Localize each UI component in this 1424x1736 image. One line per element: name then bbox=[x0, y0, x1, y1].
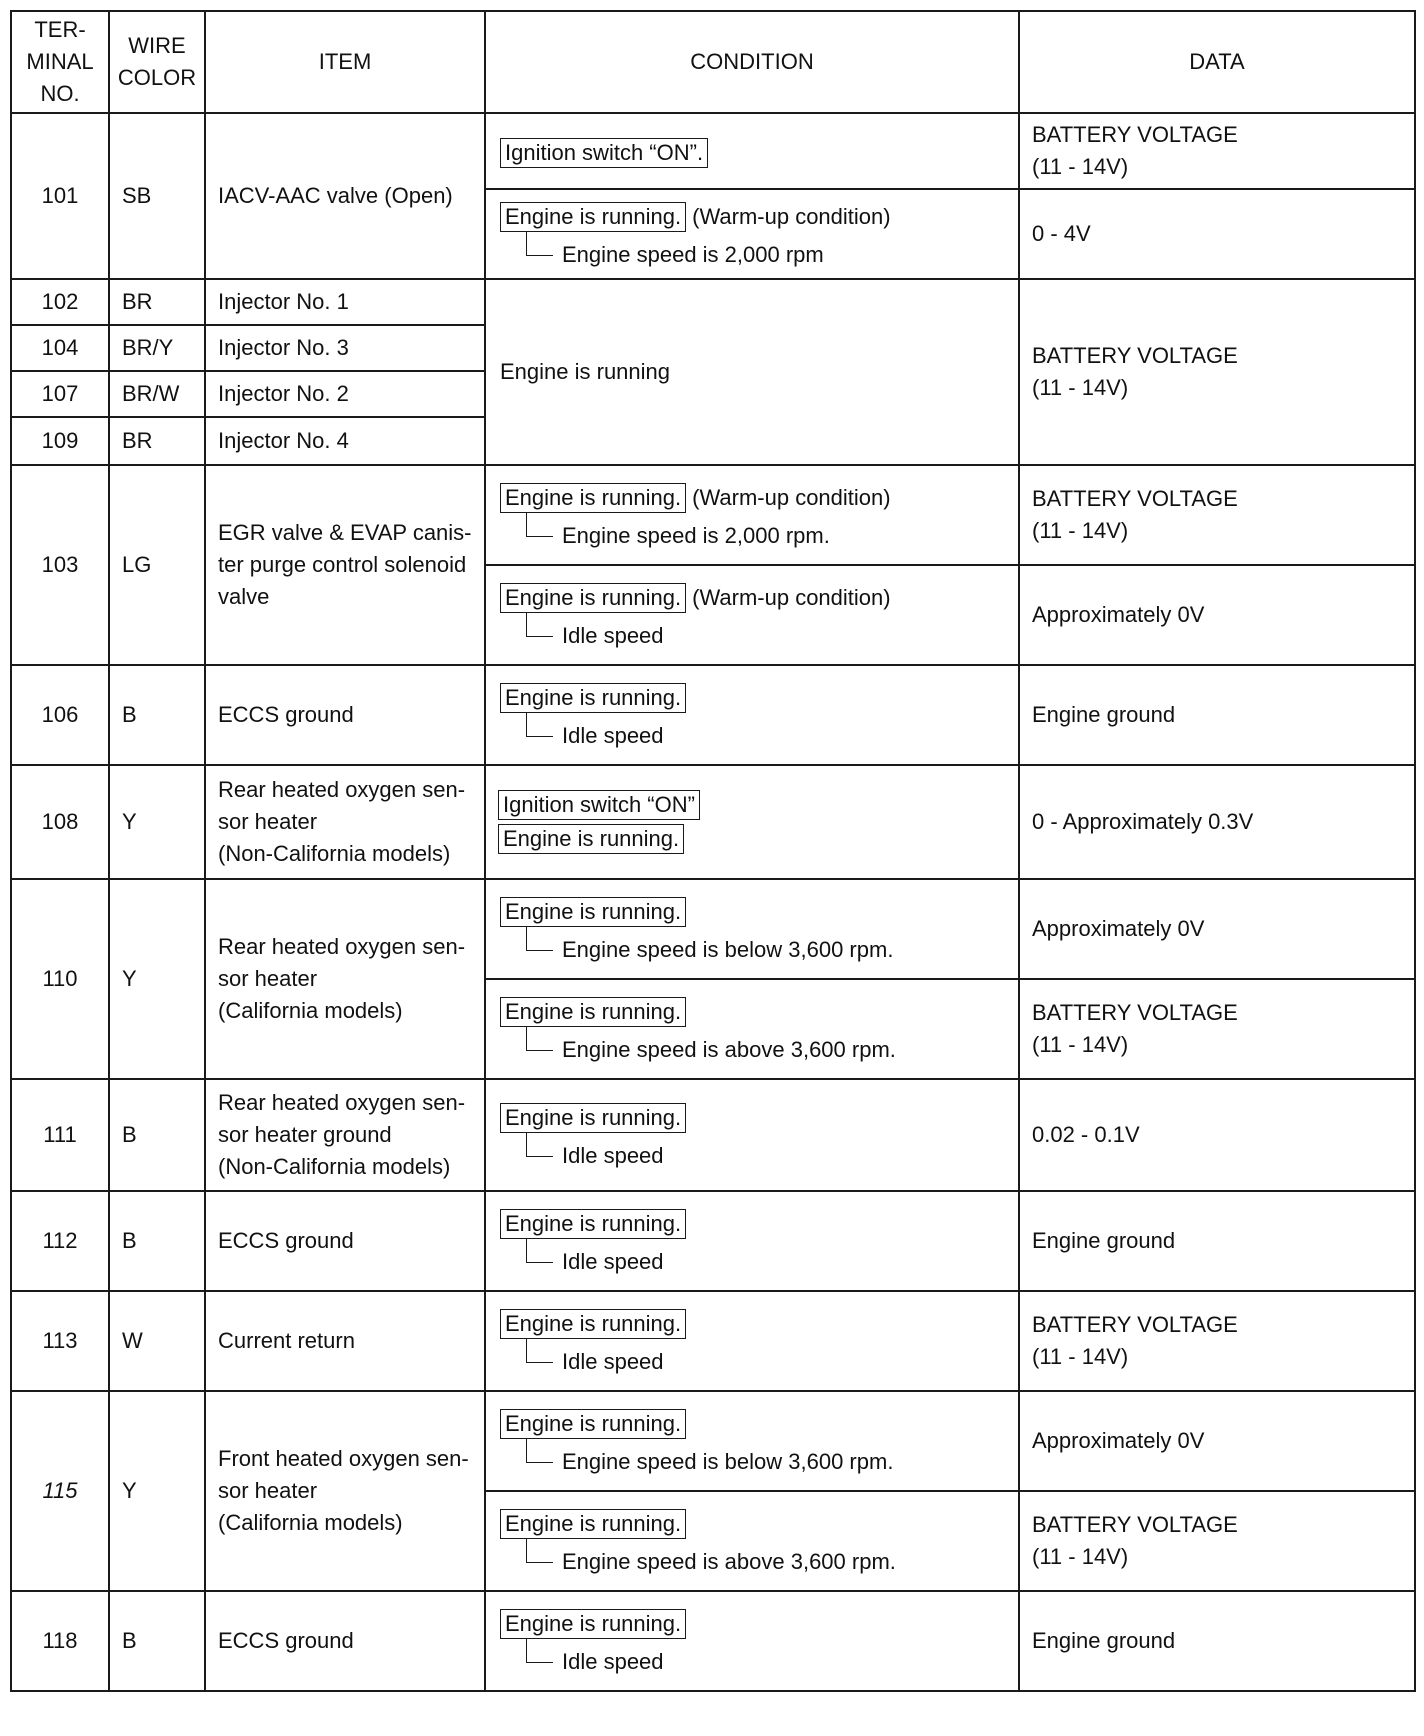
wire-color: B bbox=[109, 665, 205, 765]
data-cell: Engine ground bbox=[1019, 1591, 1415, 1691]
condition-sub: Idle speed bbox=[526, 1646, 1006, 1678]
condition-cell bbox=[485, 979, 1019, 1079]
condition-box: Engine is running. bbox=[500, 1409, 686, 1439]
condition-cell bbox=[485, 1391, 1019, 1491]
terminal-no: 109 bbox=[11, 417, 109, 465]
condition-note: (Warm-up condition) bbox=[692, 585, 891, 610]
terminal-no: 107 bbox=[11, 371, 109, 417]
header-wire-color: WIRE COLOR bbox=[109, 11, 205, 113]
condition-sub: Engine speed is 2,000 rpm. bbox=[526, 520, 1006, 552]
condition-box: Ignition switch “ON” bbox=[498, 790, 700, 820]
terminal-no: 110 bbox=[11, 879, 109, 1079]
item-name: ECCS ground bbox=[205, 1591, 485, 1691]
table-row bbox=[11, 765, 1415, 879]
data-cell: Engine ground bbox=[1019, 665, 1415, 765]
condition-cell bbox=[485, 1291, 1019, 1391]
wire-color: Y bbox=[109, 879, 205, 1079]
condition-cell bbox=[485, 765, 1019, 879]
terminal-no: 108 bbox=[11, 765, 109, 879]
table-row bbox=[11, 1079, 1415, 1191]
item-name: EGR valve & EVAP canis- ter purge control solenoid valve bbox=[205, 465, 485, 665]
condition-cell bbox=[485, 189, 1019, 279]
condition-sub: Engine speed is below 3,600 rpm. bbox=[526, 1446, 1006, 1478]
terminal-no: 103 bbox=[11, 465, 109, 665]
header-data: DATA bbox=[1019, 11, 1415, 113]
wire-color: BR bbox=[109, 279, 205, 325]
table-row bbox=[11, 465, 1415, 565]
condition-sub: Engine speed is above 3,600 rpm. bbox=[526, 1546, 1006, 1578]
item-name: Rear heated oxygen sen- sor heater ground (Non-California models) bbox=[205, 1079, 485, 1191]
wire-color: B bbox=[109, 1079, 205, 1191]
item-name: Injector No. 2 bbox=[205, 371, 485, 417]
data-cell: BATTERY VOLTAGE (11 - 14V) bbox=[1019, 1291, 1415, 1391]
condition-cell bbox=[485, 279, 1019, 465]
terminal-spec-sheet bbox=[10, 10, 1414, 1726]
table-row bbox=[11, 1191, 1415, 1291]
table-row bbox=[11, 1591, 1415, 1691]
header-terminal-no: TER- MINAL NO. bbox=[11, 11, 109, 113]
condition-cell bbox=[485, 1591, 1019, 1691]
table-row bbox=[11, 279, 1415, 325]
wire-color: LG bbox=[109, 465, 205, 665]
item-name: Rear heated oxygen sen- sor heater (California models) bbox=[205, 879, 485, 1079]
condition-box: Engine is running. bbox=[500, 1103, 686, 1133]
wire-color: W bbox=[109, 1291, 205, 1391]
data-cell: BATTERY VOLTAGE (11 - 14V) bbox=[1019, 1491, 1415, 1591]
condition-box: Engine is running. bbox=[500, 897, 686, 927]
condition-cell bbox=[485, 665, 1019, 765]
condition-note: (Warm-up condition) bbox=[692, 485, 891, 510]
terminal-no: 104 bbox=[11, 325, 109, 371]
condition-box: Ignition switch “ON”. bbox=[500, 138, 708, 168]
data-cell: 0 - 4V bbox=[1019, 189, 1415, 279]
item-name: Front heated oxygen sen- sor heater (California models) bbox=[205, 1391, 485, 1591]
data-cell: BATTERY VOLTAGE (11 - 14V) bbox=[1019, 979, 1415, 1079]
wire-color: B bbox=[109, 1591, 205, 1691]
data-cell: BATTERY VOLTAGE (11 - 14V) bbox=[1019, 279, 1415, 465]
table-row bbox=[11, 665, 1415, 765]
table-row bbox=[11, 113, 1415, 189]
data-cell: 0 - Approximately 0.3V bbox=[1019, 765, 1415, 879]
wire-color: Y bbox=[109, 1391, 205, 1591]
item-name: ECCS ground bbox=[205, 665, 485, 765]
condition-cell bbox=[485, 565, 1019, 665]
condition-box: Engine is running. bbox=[500, 1309, 686, 1339]
condition-sub: Engine speed is below 3,600 rpm. bbox=[526, 934, 1006, 966]
condition-sub: Idle speed bbox=[526, 1346, 1006, 1378]
wire-color: B bbox=[109, 1191, 205, 1291]
terminal-data-table bbox=[10, 10, 1416, 1692]
table-row bbox=[11, 879, 1415, 979]
item-name: Injector No. 3 bbox=[205, 325, 485, 371]
condition-sub: Idle speed bbox=[526, 1140, 1006, 1172]
item-name: Rear heated oxygen sen- sor heater (Non-California models) bbox=[205, 765, 485, 879]
condition-box: Engine is running. bbox=[500, 202, 686, 232]
data-cell: BATTERY VOLTAGE (11 - 14V) bbox=[1019, 113, 1415, 189]
condition-text: Engine is running bbox=[500, 359, 671, 384]
item-name: IACV-AAC valve (Open) bbox=[205, 113, 485, 279]
header-row bbox=[11, 11, 1415, 113]
wire-color: Y bbox=[109, 765, 205, 879]
wire-color: BR bbox=[109, 417, 205, 465]
condition-cell bbox=[485, 1079, 1019, 1191]
condition-box: Engine is running. bbox=[500, 1209, 686, 1239]
condition-box: Engine is running. bbox=[500, 483, 686, 513]
table-row bbox=[11, 1291, 1415, 1391]
terminal-no: 115 bbox=[11, 1391, 109, 1591]
data-cell: BATTERY VOLTAGE (11 - 14V) bbox=[1019, 465, 1415, 565]
condition-box: Engine is running. bbox=[500, 997, 686, 1027]
terminal-no: 106 bbox=[11, 665, 109, 765]
terminal-no: 101 bbox=[11, 113, 109, 279]
data-cell: 0.02 - 0.1V bbox=[1019, 1079, 1415, 1191]
condition-note: (Warm-up condition) bbox=[692, 204, 891, 229]
condition-box: Engine is running. bbox=[500, 583, 686, 613]
condition-cell bbox=[485, 465, 1019, 565]
condition-cell bbox=[485, 1491, 1019, 1591]
terminal-no: 102 bbox=[11, 279, 109, 325]
wire-color: SB bbox=[109, 113, 205, 279]
item-name: Injector No. 1 bbox=[205, 279, 485, 325]
condition-sub: Engine speed is 2,000 rpm bbox=[526, 239, 1006, 271]
header-item: ITEM bbox=[205, 11, 485, 113]
terminal-no: 118 bbox=[11, 1591, 109, 1691]
terminal-no: 111 bbox=[11, 1079, 109, 1191]
condition-box: Engine is running. bbox=[498, 824, 684, 854]
data-cell: Engine ground bbox=[1019, 1191, 1415, 1291]
condition-box: Engine is running. bbox=[500, 683, 686, 713]
header-condition: CONDITION bbox=[485, 11, 1019, 113]
condition-sub: Idle speed bbox=[526, 1246, 1006, 1278]
condition-cell bbox=[485, 879, 1019, 979]
condition-cell bbox=[485, 1191, 1019, 1291]
condition-sub: Engine speed is above 3,600 rpm. bbox=[526, 1034, 1006, 1066]
data-cell: Approximately 0V bbox=[1019, 1391, 1415, 1491]
wire-color: BR/W bbox=[109, 371, 205, 417]
item-name: Current return bbox=[205, 1291, 485, 1391]
item-name: ECCS ground bbox=[205, 1191, 485, 1291]
terminal-no: 112 bbox=[11, 1191, 109, 1291]
condition-box: Engine is running. bbox=[500, 1509, 686, 1539]
data-cell: Approximately 0V bbox=[1019, 565, 1415, 665]
terminal-no: 113 bbox=[11, 1291, 109, 1391]
table-row bbox=[11, 1391, 1415, 1491]
condition-sub: Idle speed bbox=[526, 620, 1006, 652]
condition-sub: Idle speed bbox=[526, 720, 1006, 752]
wire-color: BR/Y bbox=[109, 325, 205, 371]
item-name: Injector No. 4 bbox=[205, 417, 485, 465]
condition-box: Engine is running. bbox=[500, 1609, 686, 1639]
data-cell: Approximately 0V bbox=[1019, 879, 1415, 979]
condition-cell bbox=[485, 113, 1019, 189]
